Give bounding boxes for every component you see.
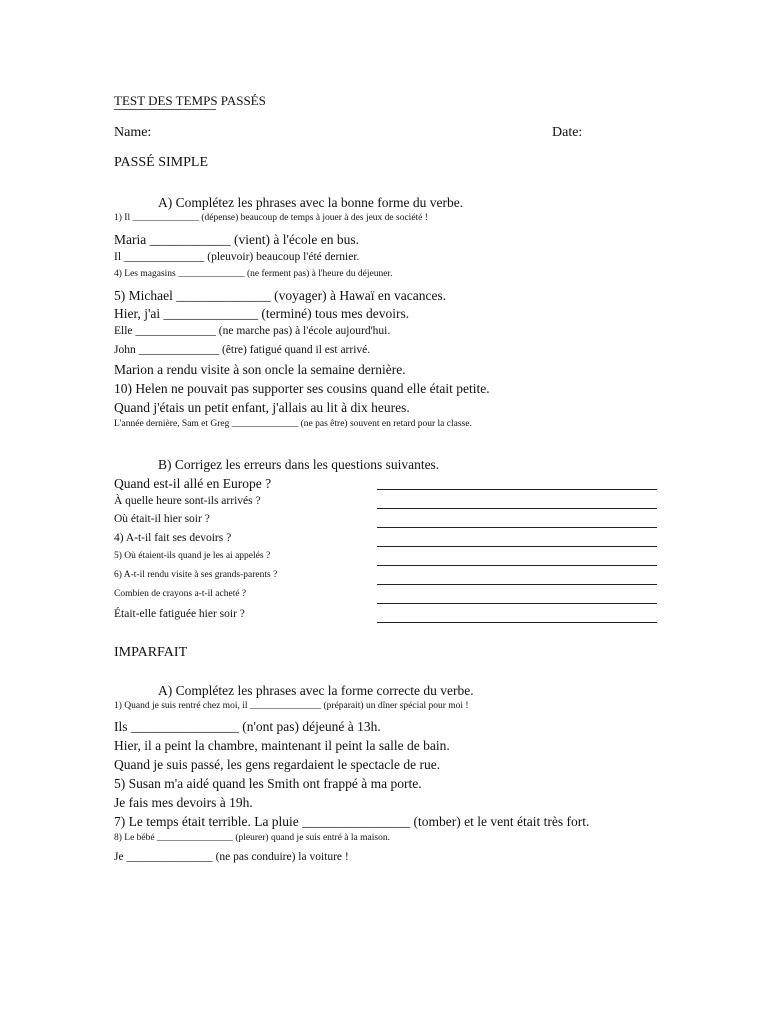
exercise-line: Il ______________ (pleuvoir) beaucoup l'été dernier.: [114, 251, 360, 263]
question-text: Était-elle fatiguée hier soir ?: [114, 608, 245, 620]
answer-line[interactable]: [377, 546, 657, 547]
exercise-line: Je fais mes devoirs à 19h.: [114, 795, 253, 810]
answer-line[interactable]: [377, 565, 657, 566]
question-text: Où était-il hier soir ?: [114, 513, 210, 525]
exercise-line: Quand j'étais un petit enfant, j'allais au lit à dix heures.: [114, 400, 410, 415]
title-underline: [114, 109, 216, 110]
answer-line[interactable]: [377, 508, 657, 509]
exercise-line: 10) Helen ne pouvait pas supporter ses cousins quand elle était petite.: [114, 381, 490, 396]
part-a-instruction: A) Complétez les phrases avec la bonne forme du verbe.: [158, 195, 464, 210]
exercise-line: Hier, j'ai ______________ (terminé) tous mes devoirs.: [114, 306, 410, 321]
exercise-line: Marion a rendu visite à son oncle la semaine dernière.: [114, 362, 406, 377]
exercise-line: 8) Le bébé ________________ (pleurer) quand je suis entré à la maison.: [114, 833, 390, 843]
exercise-line: 5) Michael ______________ (voyager) à Hawaï en vacances.: [114, 288, 447, 303]
section-heading-passe-simple: PASSÉ SIMPLE: [114, 155, 209, 170]
answer-line[interactable]: [377, 489, 657, 490]
exercise-line: Elle ______________ (ne marche pas) à l'école aujourd'hui.: [114, 325, 391, 337]
exercise-line: Je _______________ (ne pas conduire) la voiture !: [114, 851, 349, 863]
question-text: 4) A-t-il fait ses devoirs ?: [114, 532, 232, 544]
question-text: Quand est-il allé en Europe ?: [114, 476, 272, 491]
exercise-line: John ______________ (être) fatigué quand il est arrivé.: [114, 344, 371, 356]
question-text: 6) A-t-il rendu visite à ses grands-parents ?: [114, 570, 278, 580]
exercise-line: L'année dernière, Sam et Greg ______________ (ne pas être) souvent en retard pour la classe.: [114, 419, 472, 429]
part-b-instruction: B) Corrigez les erreurs dans les questions suivantes.: [158, 457, 440, 472]
exercise-line: Hier, il a peint la chambre, maintenant il peint la salle de bain.: [114, 738, 450, 753]
answer-line[interactable]: [377, 527, 657, 528]
name-label: Name:: [114, 125, 152, 140]
exercise-line: 1) Quand je suis rentré chez moi, il _______________ (préparait) un dîner spécial pour moi !: [114, 701, 469, 711]
date-label: Date:: [552, 125, 583, 140]
question-text: Combien de crayons a-t-il acheté ?: [114, 589, 247, 599]
answer-line[interactable]: [377, 584, 657, 585]
exercise-line: 4) Les magasins ______________ (ne ferment pas) à l'heure du déjeuner.: [114, 269, 393, 279]
exercise-line: 1) Il ______________ (dépense) beaucoup de temps à jouer à des jeux de société !: [114, 213, 428, 223]
exercise-line: Ils ________________ (n'ont pas) déjeuné à 13h.: [114, 719, 381, 734]
exercise-line: 7) Le temps était terrible. La pluie ________________ (tomber) et le vent était très fort.: [114, 814, 590, 829]
exercise-line: Maria ____________ (vient) à l'école en bus.: [114, 232, 359, 247]
answer-line[interactable]: [377, 622, 657, 623]
answer-line[interactable]: [377, 603, 657, 604]
question-text: 5) Où étaient-ils quand je les ai appelés ?: [114, 551, 271, 561]
part-a-instruction: A) Complétez les phrases avec la forme correcte du verbe.: [158, 683, 474, 698]
exercise-line: 5) Susan m'a aidé quand les Smith ont frappé à ma porte.: [114, 776, 422, 791]
question-text: À quelle heure sont-ils arrivés ?: [114, 495, 261, 507]
exercise-line: Quand je suis passé, les gens regardaient le spectacle de rue.: [114, 757, 441, 772]
section-heading-imparfait: IMPARFAIT: [114, 645, 188, 660]
page-title: TEST DES TEMPS PASSÉS: [114, 93, 266, 108]
